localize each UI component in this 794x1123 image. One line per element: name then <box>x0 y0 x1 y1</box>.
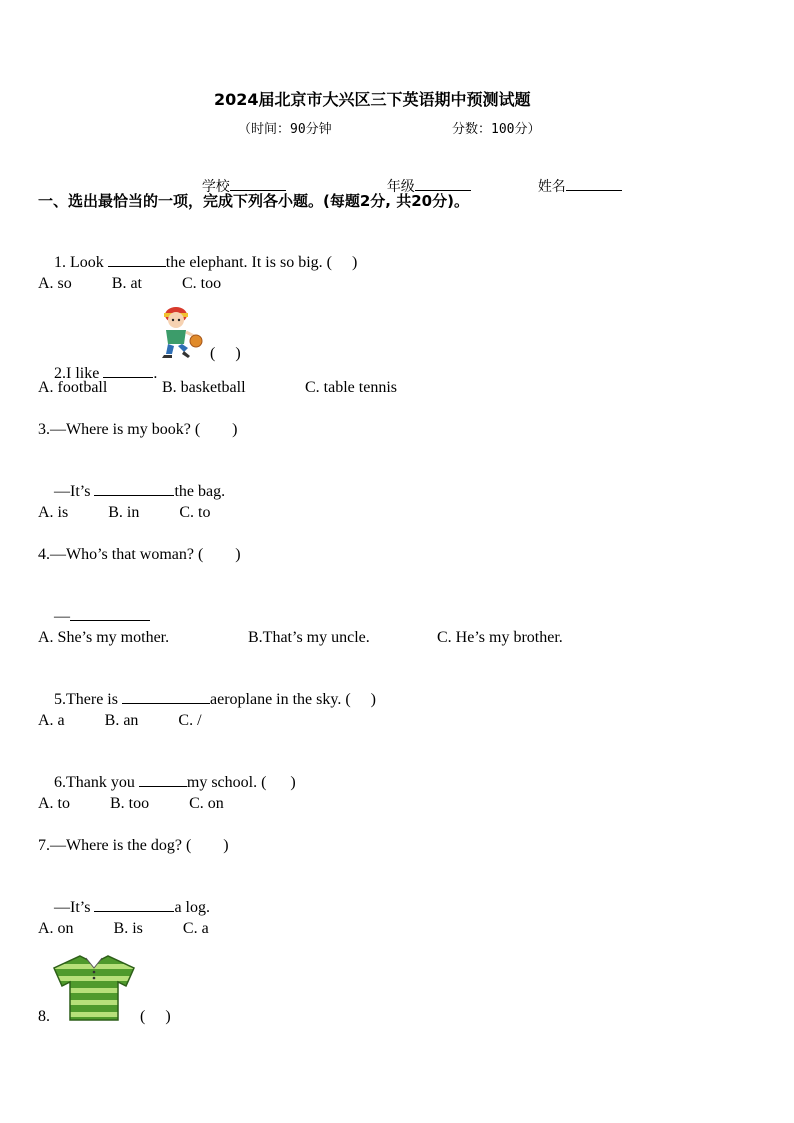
q2-option-b: B. basketball <box>162 379 246 396</box>
q7-line1: 7.—Where is the dog? ( ) <box>38 837 229 854</box>
grade-label: 年级 <box>386 179 415 195</box>
q4-option-b: B.That’s my uncle. <box>248 629 370 646</box>
q5-options: A. a B. an C. / <box>38 712 202 729</box>
q7-options: A. on B. is C. a <box>38 920 209 937</box>
name-label: 姓名 <box>537 179 566 195</box>
q5-blank <box>122 689 210 704</box>
q3-options: A. is B. in C. to <box>38 504 211 521</box>
q5-stem-end: aeroplane in the sky. ( ) <box>209 691 376 708</box>
q2-option-a: A. football <box>38 379 108 396</box>
q4-option-a: A. She’s my mother. <box>38 629 170 646</box>
q8-paren: ( ) <box>140 1008 171 1025</box>
q2-paren: ( ) <box>210 345 241 362</box>
q6-stem-end: my school. ( ) <box>186 774 296 791</box>
section-heading: 一、选出最恰当的一项，完成下列各小题。(每题2分, 共20分)。 <box>38 192 469 210</box>
q5-stem: 5.There is <box>54 691 122 708</box>
q7-answer-post: a log. <box>174 899 210 916</box>
name-blank <box>566 176 622 191</box>
q3-blank <box>94 481 174 496</box>
q1-stem: 1. Look <box>54 254 108 271</box>
q4-option-c: C. He’s my brother. <box>437 629 563 646</box>
score-label: 分数：100分） <box>452 122 541 137</box>
boy-playing-basketball-icon <box>150 302 206 362</box>
q3-line1: 3.—Where is my book? ( ) <box>38 421 238 438</box>
q4-answer-pre: — <box>54 608 70 625</box>
q1-stem-end: the elephant. It is so big. ( ) <box>165 254 358 271</box>
q2-stem: 2.I like <box>54 365 104 382</box>
school-label: 学校 <box>201 179 230 195</box>
q7-answer-pre: —It’s <box>54 899 95 916</box>
q2-stem-end: . <box>153 365 158 382</box>
q4-line1: 4.—Who’s that woman? ( ) <box>38 546 241 563</box>
striped-t-shirt-icon <box>52 952 136 1024</box>
q6-options: A. to B. too C. on <box>38 795 224 812</box>
name-field <box>520 160 622 212</box>
q6-blank <box>139 772 187 787</box>
q4-blank <box>70 606 150 621</box>
q6-stem: 6.Thank you <box>54 774 139 791</box>
page-title: 2024届北京市大兴区三下英语期中预测试题 <box>214 90 531 109</box>
grade-blank <box>415 176 471 191</box>
q2-blank <box>103 363 153 378</box>
q3-answer-post: the bag. <box>174 483 226 500</box>
school-blank <box>230 176 286 191</box>
question-8: 8. <box>38 1008 50 1025</box>
q1-blank <box>108 252 166 267</box>
q2-option-c: C. table tennis <box>305 379 397 396</box>
q7-blank <box>94 897 174 912</box>
q1-options: A. so B. at C. too <box>38 275 222 292</box>
q3-answer-pre: —It’s <box>54 483 95 500</box>
time-label: （时间：90分钟 <box>238 122 332 137</box>
